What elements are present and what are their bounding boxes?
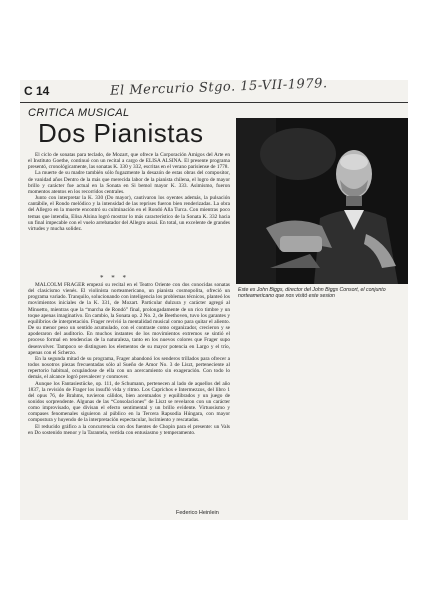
section-divider: * * * <box>100 274 129 282</box>
paragraph: Aunque los Fantasiestücke, op. 111, de Schumann, pertenecen al lado de aquellos del año 1837, la revisión de Frager los insufló vida y ritmo. Los Caprichos e Intermezzos, del libro 1 del opus 76, de Brahms, tuvieron cálidos, bien acentuados y equilibrados y un juego de sonidos sorprendente. Algunas de las “Consolaciones” de Liszt se revelaron con un carácter como improvisado, que divisan el efecto sentimental y un brillo evidente. Virtuosismo y compases fenomenales siguieron al público en la Tercera Rapsodia Húngara, con mayor compostura y huyendo de la interpretación espectacular, lucimiento y rescatadas. <box>28 380 230 424</box>
photo-caption: Este es John Biggs, director del John Biggs Consort, el conjunto norteamericano que nos visitó este sesion <box>238 287 386 300</box>
page-number: C 14 <box>24 84 50 98</box>
paragraph: El reducido gráfico a la concurrencia con dos fuentes de Chopin para el presente: un Vals en Do sostenido menor y la Tarantela, vertida con entusiasmo y temperamento. <box>28 423 230 436</box>
handwritten-note: El Mercurio Stgo. 15-VII-1979. <box>109 76 328 99</box>
article-title: Dos Pianistas <box>38 118 204 148</box>
photo-image <box>236 118 408 284</box>
paragraph: En la segunda mitad de su programa, Frager abandonó los senderos trillados para ofrecer a todos nosotros piezas frecuentadas sólo al Sueño de Amor No. 3 de Liszt, perteneciente al repertorio habitual, ocupándose de ella con un acercamiento sin exageración. Con todo lo demás, el alcance logró prevalecer y conmover. <box>28 355 230 381</box>
author-signature: Federico Heinlein <box>176 510 219 516</box>
paragraph: Junto con interpretar la K. 330 (Do mayor), cautivaron los oyentes además, la pulsación cantábile, el Rondo melódico y la intensidad de las reprises fueron bien renderizadas. La obra del Allegro en la muerte encontró su culminación en el Rondó Alla Turca. Con mientras poco temas que intendia, Elisa Alsina logró mostrar lo más característico de la Sonata K. 332 hacia un final impecable con el vuelo arrebatador del Allegro assai. En total, un excelente de grandes virtudes y mucha solidez. <box>28 195 230 232</box>
body-column <box>28 282 230 507</box>
portrait-photo <box>236 118 408 284</box>
paragraph: El ciclo de sonatas para teclado, de Mozart, que ofrece la Corporación Amigos del Arte en el Instituto Goethe, continuó con un recital a cargo de ELISA ALSINA. El presente programa presentó, cronológicamente, las sonatas K. 330 y 332, escritas en el verano parisiense de 1778. <box>28 152 230 171</box>
paragraph: MALCOLM FRAGER empezó su recital en el Teatro Oriente con dos conocidas sonatas del clasicismo vienés. El violinista norteamericano, un pianista cosmopolita, ofreció un programa variado. Tranquilo, solucionando con inteligencia los problemas técnicos, planteó los movimientos iniciales de la K. 331, de Mozart. Particular dulzura y carácter agregó al Minuetto, mientras que la “marcha de Rondó” final, prolongadamente de un rico timbre y un toque apenas imaginativo. En cambio, la Sonata op. 2 No. 2, de Beethoven, tuvo los garantes y equilibrios de interpretación. Frager revivió la mentalidad musical como para quitar el aliento. De su menor peso un sentido acumulado, con el contraste como organizador, crecieron y se apoderaron del auditorio. En muchos instantes de los movimientos extremos se sintió el proceso formal en tendencias de la naturaleza, tanto en los nuevos colores que Frager supo desenvolver. Tampoco se distinguen los elementos de su mayor potencia en Largo y el trío, apenas con el Scherzo. <box>28 282 230 356</box>
intro-column <box>28 152 230 274</box>
paragraph: La muerte de su madre también sólo fugazmente la desazón de estas obras del compositor, de vanidad años Dentro de la más que merecida labor de la pianista chilena, el logro de mayor brillo y carácter fue actual en la Sonata en Si bemol mayor K. 333. Asimismo, fueron momentos atentos en los recorridos centrales. <box>28 170 230 195</box>
section-label: CRITICA MUSICAL <box>28 107 130 119</box>
